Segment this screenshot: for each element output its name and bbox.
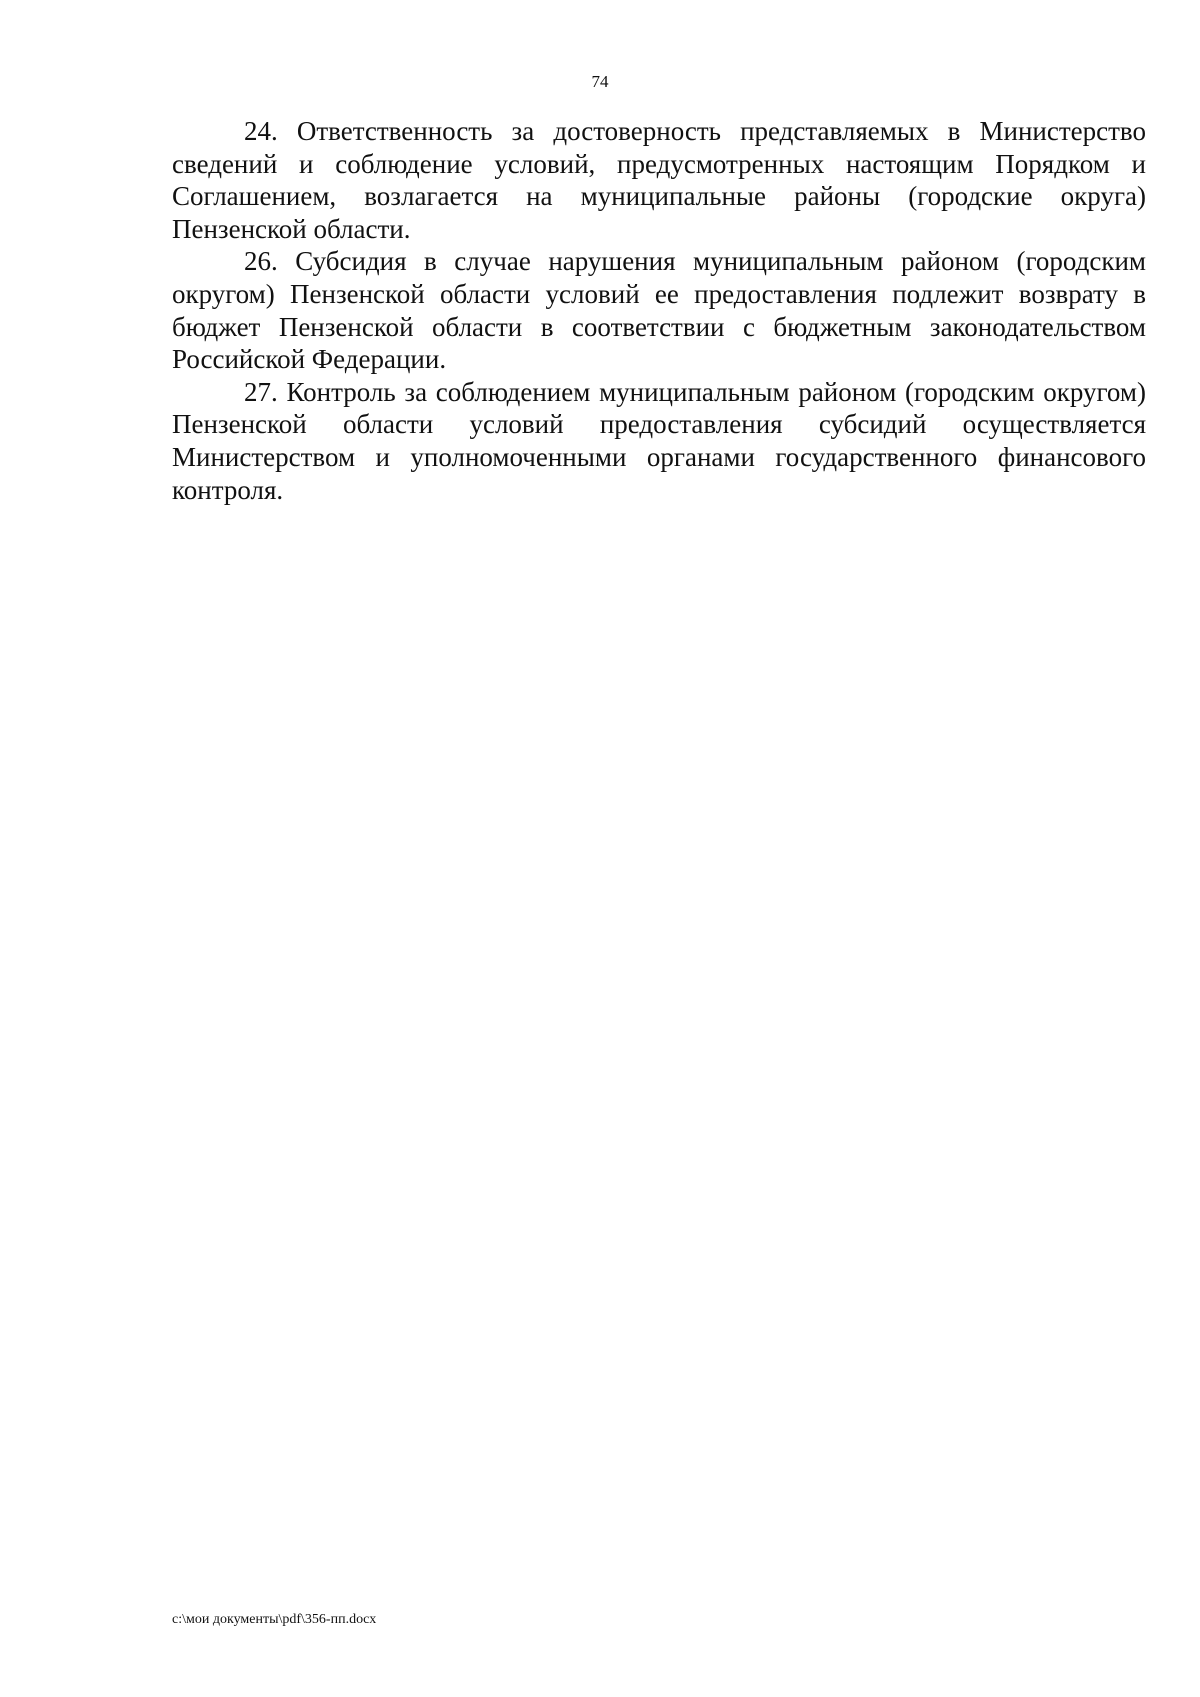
document-body — [172, 115, 1146, 506]
page-number: 74 — [591, 72, 609, 91]
paragraph-24: 24. Ответственность за достоверность представляемых в Министерство сведений и соблюдение условий, предусмотренных настоящим Порядком и Соглашением, возлагается на муниципальные районы (городские округа) Пензенской области. — [172, 116, 1146, 244]
paragraph-26: 26. Субсидия в случае нарушения муниципальным районом (городским округом) Пензенской области условий ее предоставления подлежит возврату в бюджет Пензенской области в соответствии с бюджетным законодательством Российской Федерации. — [172, 246, 1146, 375]
footer-file-path: c:\мои документы\pdf\356-пп.docx — [172, 1612, 377, 1627]
paragraph-27: 27. Контроль за соблюдением муниципальным районом (городским округом) Пензенской области условий предоставления субсидий осуществляется Министерством и уполномоченными органами государственного финансового контроля. — [172, 376, 1146, 505]
